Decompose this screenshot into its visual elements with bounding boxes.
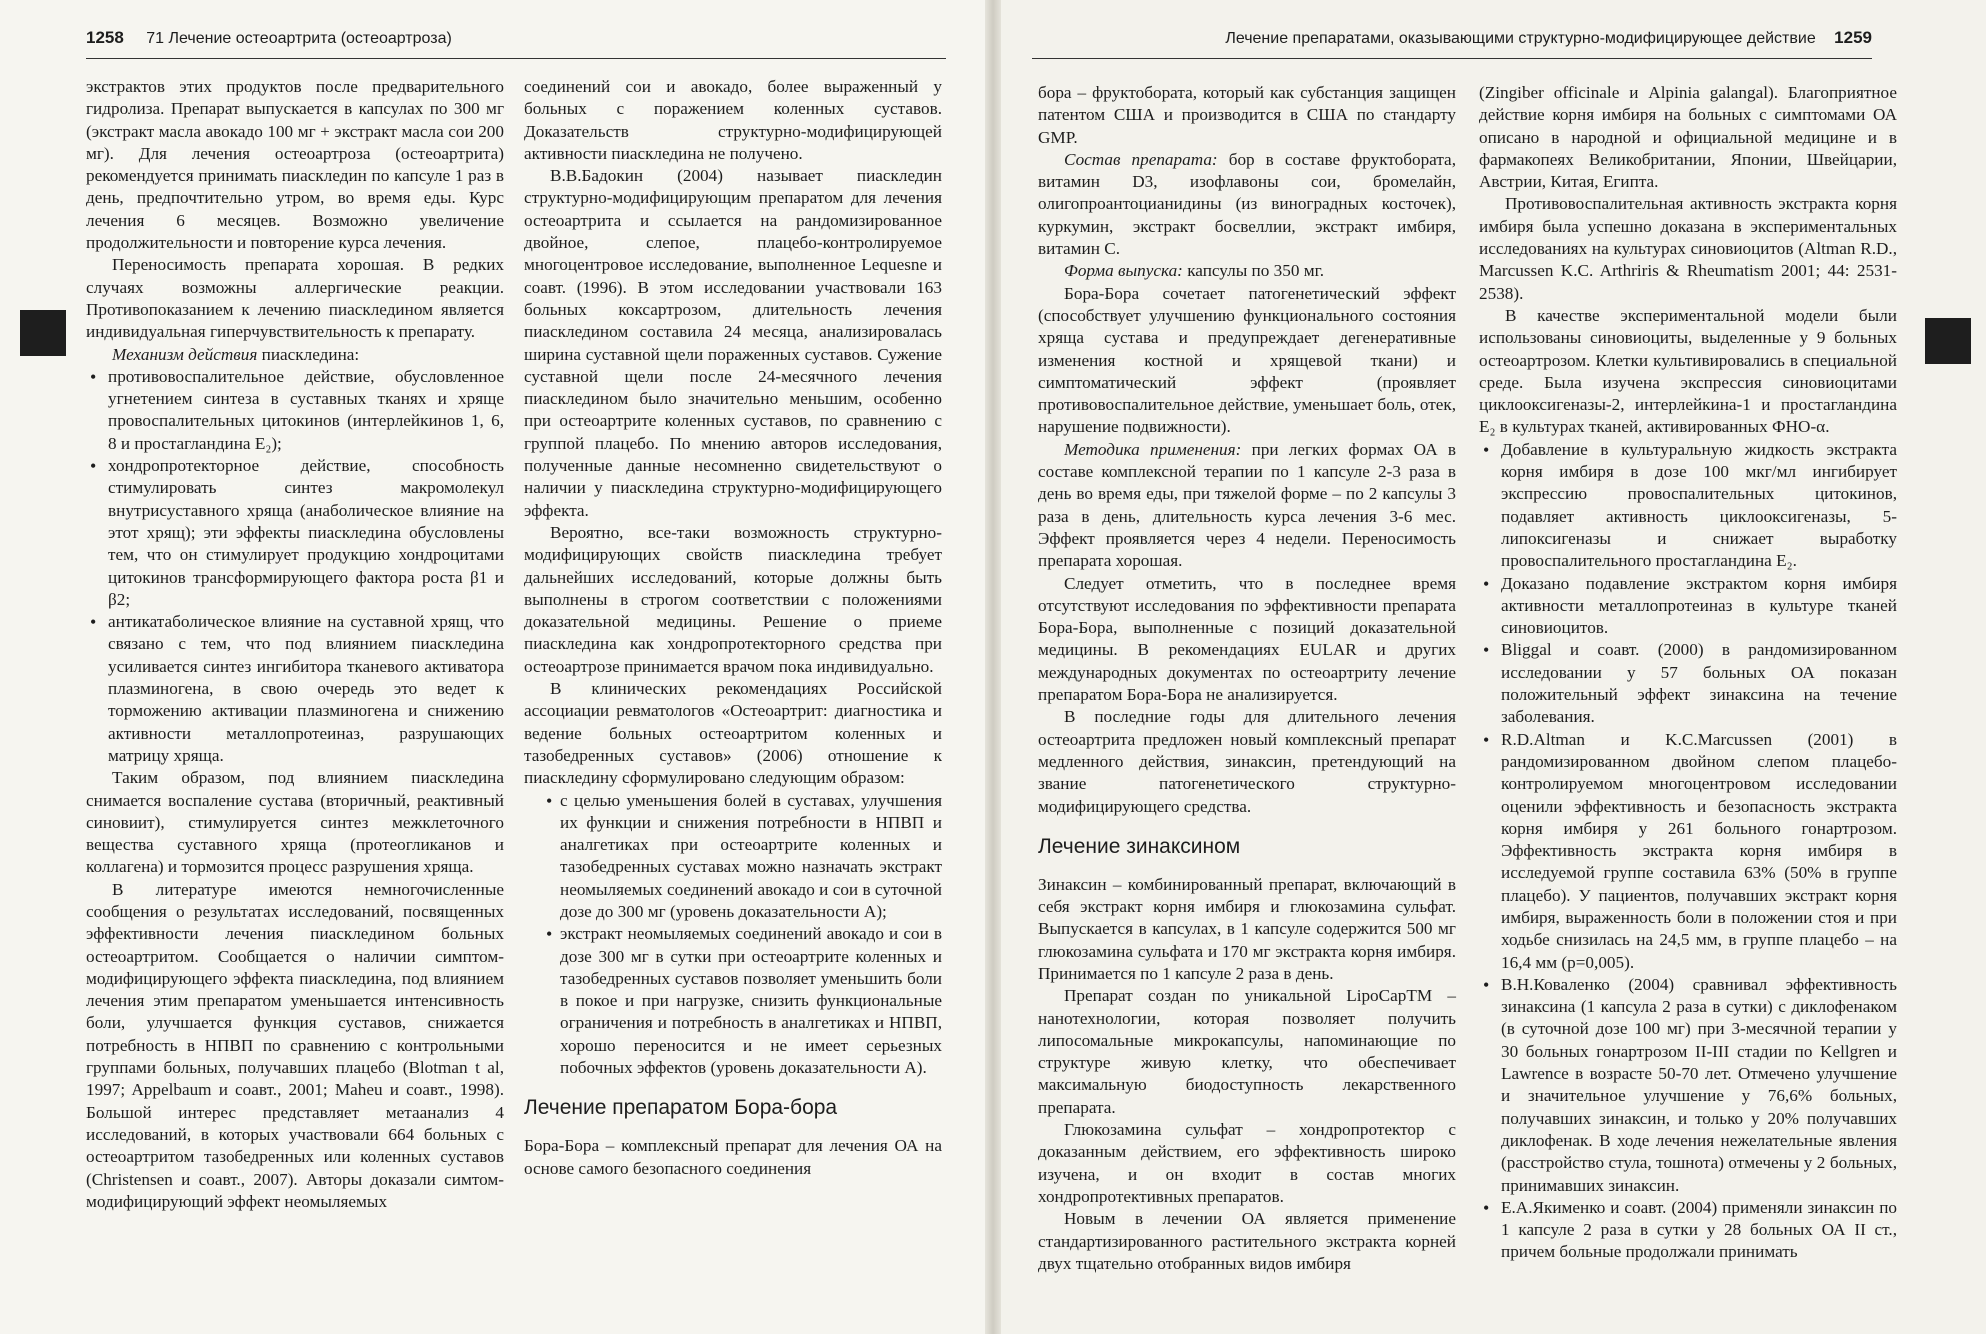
section-heading: Лечение зинаксином [1038,834,1241,858]
paragraph: Следует отметить, что в последнее время отсутствуют исследования по эффективности препарата Бора-Бора, выполненные с позиций доказательной медицины. В рекомендациях EULAR и других международных документах по остеоартриту лечение препаратом Бора-Бора не анализируется. [1038,573,1456,705]
list-item: • Bliggal и соавт. (2000) в рандомизированном исследовании у 57 больных ОА показан положительный эффект зинаксина на течение заболевания. [1479,639,1897,728]
paragraph: В последние годы для длительного лечения остеоартрита предложен новый комплексный препарат медленного действия, зинаксин, претендующий на звание патогенетического структурно-модифицирующего средства. [1038,707,1456,816]
form-text: капсулы по 350 мг. [1182,261,1325,281]
paragraph: Бора-Бора – комплексный препарат для лечения ОА на основе самого безопасного соединения [524,1136,942,1178]
paragraph: В клинических рекомендациях Российской ассоциации ревматологов «Остеоартрит: диагностика и ведение больных остеоартритом коленных и тазобедренных суставов» (2006) отношение к пиаскледину сформулировано следующим образом: [524,679,942,788]
right-page [1001,0,1986,1334]
method-label: Методика применения: [1064,439,1242,459]
list-item: • хондропротекторное действие, способность стимулировать синтез макромолекул внутрисуставного хряща (анаболическое влияние на этот хрящ); эти эффекты пиаскледина обусловлены тем, что он стимулирует продукцию хондроцитами цитокинов трансформирующего фактора роста β1 и β2; [86,455,504,611]
findings-list [1479,439,1897,1264]
left-column-2 [524,76,942,1180]
method-line [1038,439,1456,573]
left-page-number: 1258 [86,28,124,47]
list-item: • противовоспалительное действие, обусловленное угнетением синтеза в суставных тканях и хряще провоспалительных цитокинов (интерлейкинов 1, 6, 8 и простагландина E₂); [86,366,504,455]
left-running-head [86,28,946,59]
list-item: • Добавление в культуральную жидкость экстракта корня имбиря в дозе 100 мкг/мл ингибирует экспрессию провоспалительных цитокинов, подавляет активность циклооксигеназы, 5-липоксигеназы и снижает выработку провоспалительного простагландина E₂. [1479,439,1897,573]
paragraph: В.В.Бадокин (2004) называет пиаскледин структурно-модифицирующим препаратом для лечения остеоартрита и ссылается на рандомизированное двойное, слепое, плацебо-контролируемое многоцентровое исследование, выполненное Lequesne и соавт. (1996). В этом исследовании участвовали 163 больных коксартрозом, длительность лечения пиаскледином составила 24 месяца, анализировалась ширина суставной щели пораженных суставов. Сужение суставной щели после 24-месячного лечения пиаскледином было значительно меньшим, особенно при остеоартрите коленных суставов, по сравнению с группой плацебо. По мнению авторов исследования, полученные данные несомненно свидетельствуют о наличии у пиаскледина структурно-модифицирующего эффекта. [524,166,942,520]
list-item: • Доказано подавление экстрактом корня имбиря активности металлопротеиназ в культуре тканей синовиоцитов. [1479,573,1897,640]
paragraph: Противовоспалительная активность экстракта корня имбиря была успешно доказана в экспериментальных исследованиях на культурах синовиоцитов (Altman R.D., Marcussen K.C. Arthriris & Rheumatism 2001; 44: 2531-2538). [1479,194,1897,303]
list-item: • экстракт неомыляемых соединений авокадо и сои в дозе 300 мг в сутки при остеоартрите коленных и тазобедренных суставов позволяет уменьшить боли в покое и при нагрузке, снизить функциональные ограничения и потребность в аналгетиках и НПВП, хорошо переносится и не имеет серьезных побочных эффектов (уровень доказательности А). [524,923,942,1079]
composition-text: бор в составе фруктобората, витамин D3, изофлавоны сои, бромелайн, олигопроантоцианидины (из виноградных косточек), куркумин, экстракт босвеллии, экстракт имбиря, витамин С. [1038,149,1456,259]
recommendation-list [524,790,942,1080]
paragraph: (Zingiber officinale и Alpinia galangal). Благоприятное действие корня имбиря на больных с симптомами ОА описано в народной и официальной медицине и в фармакопеях Великобритании, Японии, Швейцарии, Австрии, Китая, Египта. [1479,83,1897,192]
method-text: при легких формах ОА в составе комплексной терапии по 1 капсуле 2-3 раза в день во время еды, при тяжелой форме – по 2 капсулы 3 раза в день, длительность курса лечения 3-6 мес. Эффект проявляется через 4 недели. Переносимость препарата хорошая. [1038,439,1456,571]
book-gutter [985,0,1001,1334]
left-thumb-tab [20,310,66,356]
form-line [1038,260,1456,282]
right-page-number: 1259 [1834,28,1872,47]
paragraph: Глюкозамина сульфат – хондропротектор с доказанным действием, его эффективность широко изучена, и он входит в состав многих хондропротективных препаратов. [1038,1120,1456,1206]
paragraph: Зинаксин – комбинированный препарат, включающий в себя экстракт корня имбиря и глюкозамина сульфат. Выпускается в капсулах, в 1 капсуле содержится 500 мг глюкозамина сульфата и 170 мг экстракта корня имбиря. Принимается по 1 капсуле 2 раза в день. [1038,874,1456,983]
right-thumb-tab [1925,318,1971,364]
form-label: Форма выпуска: [1064,261,1183,281]
right-chapter-title: Лечение препаратами, оказывающими структурно-модифицирующее действие [1225,30,1816,47]
mechanism-label: Механизм действия [112,344,258,364]
list-item: • В.Н.Коваленко (2004) сравнивал эффективность зинаксина (1 капсула 2 раза в сутки) с диклофенаком (в суточной дозе 100 мг) при 3-месячной терапии у 30 больных гонартрозом II-III стадии по Kellgren и Lawrence в возрасте 50-70 лет. Отмечено улучшение и значительное улучшение у 76,6% больных, получавших зинаксин, и только у 20% получавших диклофенак. В ходе лечения нежелательные явления (расстройство стула, тошнота) отмечены у 2 больных, принимавших зинаксин. [1479,974,1897,1197]
paragraph: соединений сои и авокадо, более выраженный у больных с поражением коленных суставов. Доказательств структурно-модифицирующей активности пиаскледина не получено. [524,77,942,163]
paragraph: экстрактов этих продуктов после предварительного гидролиза. Препарат выпускается в капсулах по 300 мг (экстракт масла авокадо 100 мг + экстракт масла сои 200 мг). Для лечения остеоартроза (остеоартрита) рекомендуется принимать пиаскледин по капсуле 1 раз в день, предпочтительно утром, во время еды. Курс лечения 6 месяцев. Возможно увеличение продолжительности и повторение курса лечения. [86,77,504,253]
list-item: • антикатаболическое влияние на суставной хрящ, что связано с тем, что под влиянием пиаскледина усиливается синтез ингибитора тканевого активатора плазминогена, в свою очередь это ведет к торможению активации плазминогена и снижению активности металлопротеиназ, разрушающих матрицу хряща. [86,611,504,767]
list-item: • с целью уменьшения болей в суставах, улучшения их функции и снижения потребности в НПВП и аналгетиках при остеоартрите коленных и тазобедренных суставах можно назначать экстракт неомыляемых соединений авокадо и сои в суточной дозе до 300 мг (уровень доказательности А); [524,790,942,924]
mechanism-text: пиаскледина: [257,344,360,364]
composition-label: Состав препарата: [1064,149,1218,169]
mechanism-list [86,366,504,767]
paragraph: В качестве экспериментальной модели были использованы синовиоциты, выделенные у 9 больных остеоартрозом. Клетки культивировались в специальной среде. Была изучена экспрессия синовиоцитами циклооксигеназы-2, интерлейкина-1 и простагландина E₂ в культурах тканей, активированных ФНО-α. [1479,305,1897,437]
composition-line [1038,149,1456,260]
paragraph: Новым в лечении ОА является применение стандартизированного растительного экстракта корней двух тщательно отобранных видов имбиря [1038,1209,1456,1273]
left-chapter-title: 71 Лечение остеоартрита (остеоартроза) [146,30,452,47]
section-heading: Лечение препаратом Бора-бора [524,1096,838,1120]
paragraph: Препарат создан по уникальной LipoCapTM – нанотехнологии, которая позволяет получить липосомальные микрокапсулы, напоминающие по структуре живую клетку, что обеспечивает максимальную биодоступность лекарственного препарата. [1038,986,1456,1117]
mechanism-line [86,344,504,366]
left-page [0,0,985,1334]
list-item: • R.D.Altman и K.C.Marcussen (2001) в рандомизированном двойном слепом плацебо-контролируемом многоцентровом исследовании оценили эффективность и безопасность экстракта корня имбиря у 261 больного гонартрозом. Эффективность экстракта корня имбиря в исследуемой группе составила 63% (50% в группе плацебо). У пациентов, получавших экстракт корня имбиря, выраженность боли в положении стоя и при ходьбе снизилась на 24,5 мм, в группе плацебо – на 16,4 мм (р=0,005). [1479,729,1897,974]
left-column-1 [86,76,504,1213]
paragraph: Таким образом, под влиянием пиаскледина снимается воспаление сустава (вторичный, реактивный синовиит), стимулируется синтез межклеточного вещества суставного хряща (протеогликанов и коллагена) и тормозится процесс разрушения хряща. [86,768,504,877]
paragraph: бора – фруктобората, который как субстанция защищен патентом США и производится в США по стандарту GMP. [1038,83,1456,147]
paragraph: В литературе имеются немногочисленные сообщения о результатах исследований, посвященных эффективности лечения пиаскледином больных остеоартритом. Сообщается о наличии симптом-модифицирующего эффекта пиаскледина, под влиянием лечения этим препаратом уменьшается интенсивность боли, улучшается функция суставов, снижается потребность в НПВП по сравнению с контрольными группами больных, получавших плацебо (Blotman t al, 1997; Appelbaum и соавт., 2001; Maheu и соавт., 1998). Большой интерес представляет метаанализ 4 исследований, в которых участвовали 664 больных с остеоартритом тазобедренных или коленных суставов (Christensen и соавт., 2007). Авторы доказали симтом-модифицирующий эффект неомыляемых [86,879,504,1211]
paragraph: Переносимость препарата хорошая. В редких случаях возможны аллергические реакции. Противопоказанием к лечению пиаскледином является индивидуальная гиперчувствительность к препарату. [86,255,504,342]
paragraph: Вероятно, все-таки возможность структурно-модифицирующих свойств пиаскледина требует дальнейших исследований, которые должны быть выполнены в строгом соответствии с положениями доказательной медицины. Решение о приеме пиаскледина как хондропротекторного средства при остеоартрозе принимается врачом пока индивидуально. [524,522,942,676]
right-column-1 [1038,82,1456,1275]
right-column-2 [1479,82,1897,1264]
right-running-head [1032,28,1872,59]
list-item: • Е.А.Якименко и соавт. (2004) применяли зинаксин по 1 капсуле 2 раза в сутки у 28 больных ОА II ст., причем больные продолжали принимать [1479,1197,1897,1264]
paragraph: Бора-Бора сочетает патогенетический эффект (способствует улучшению функционального состояния хряща сустава и предупреждает дегенеративные изменения костной и хрящевой ткани) и симптоматический эффект (проявляет противовоспалительное действие, уменьшает боль, отек, нарушение подвижности). [1038,283,1456,437]
